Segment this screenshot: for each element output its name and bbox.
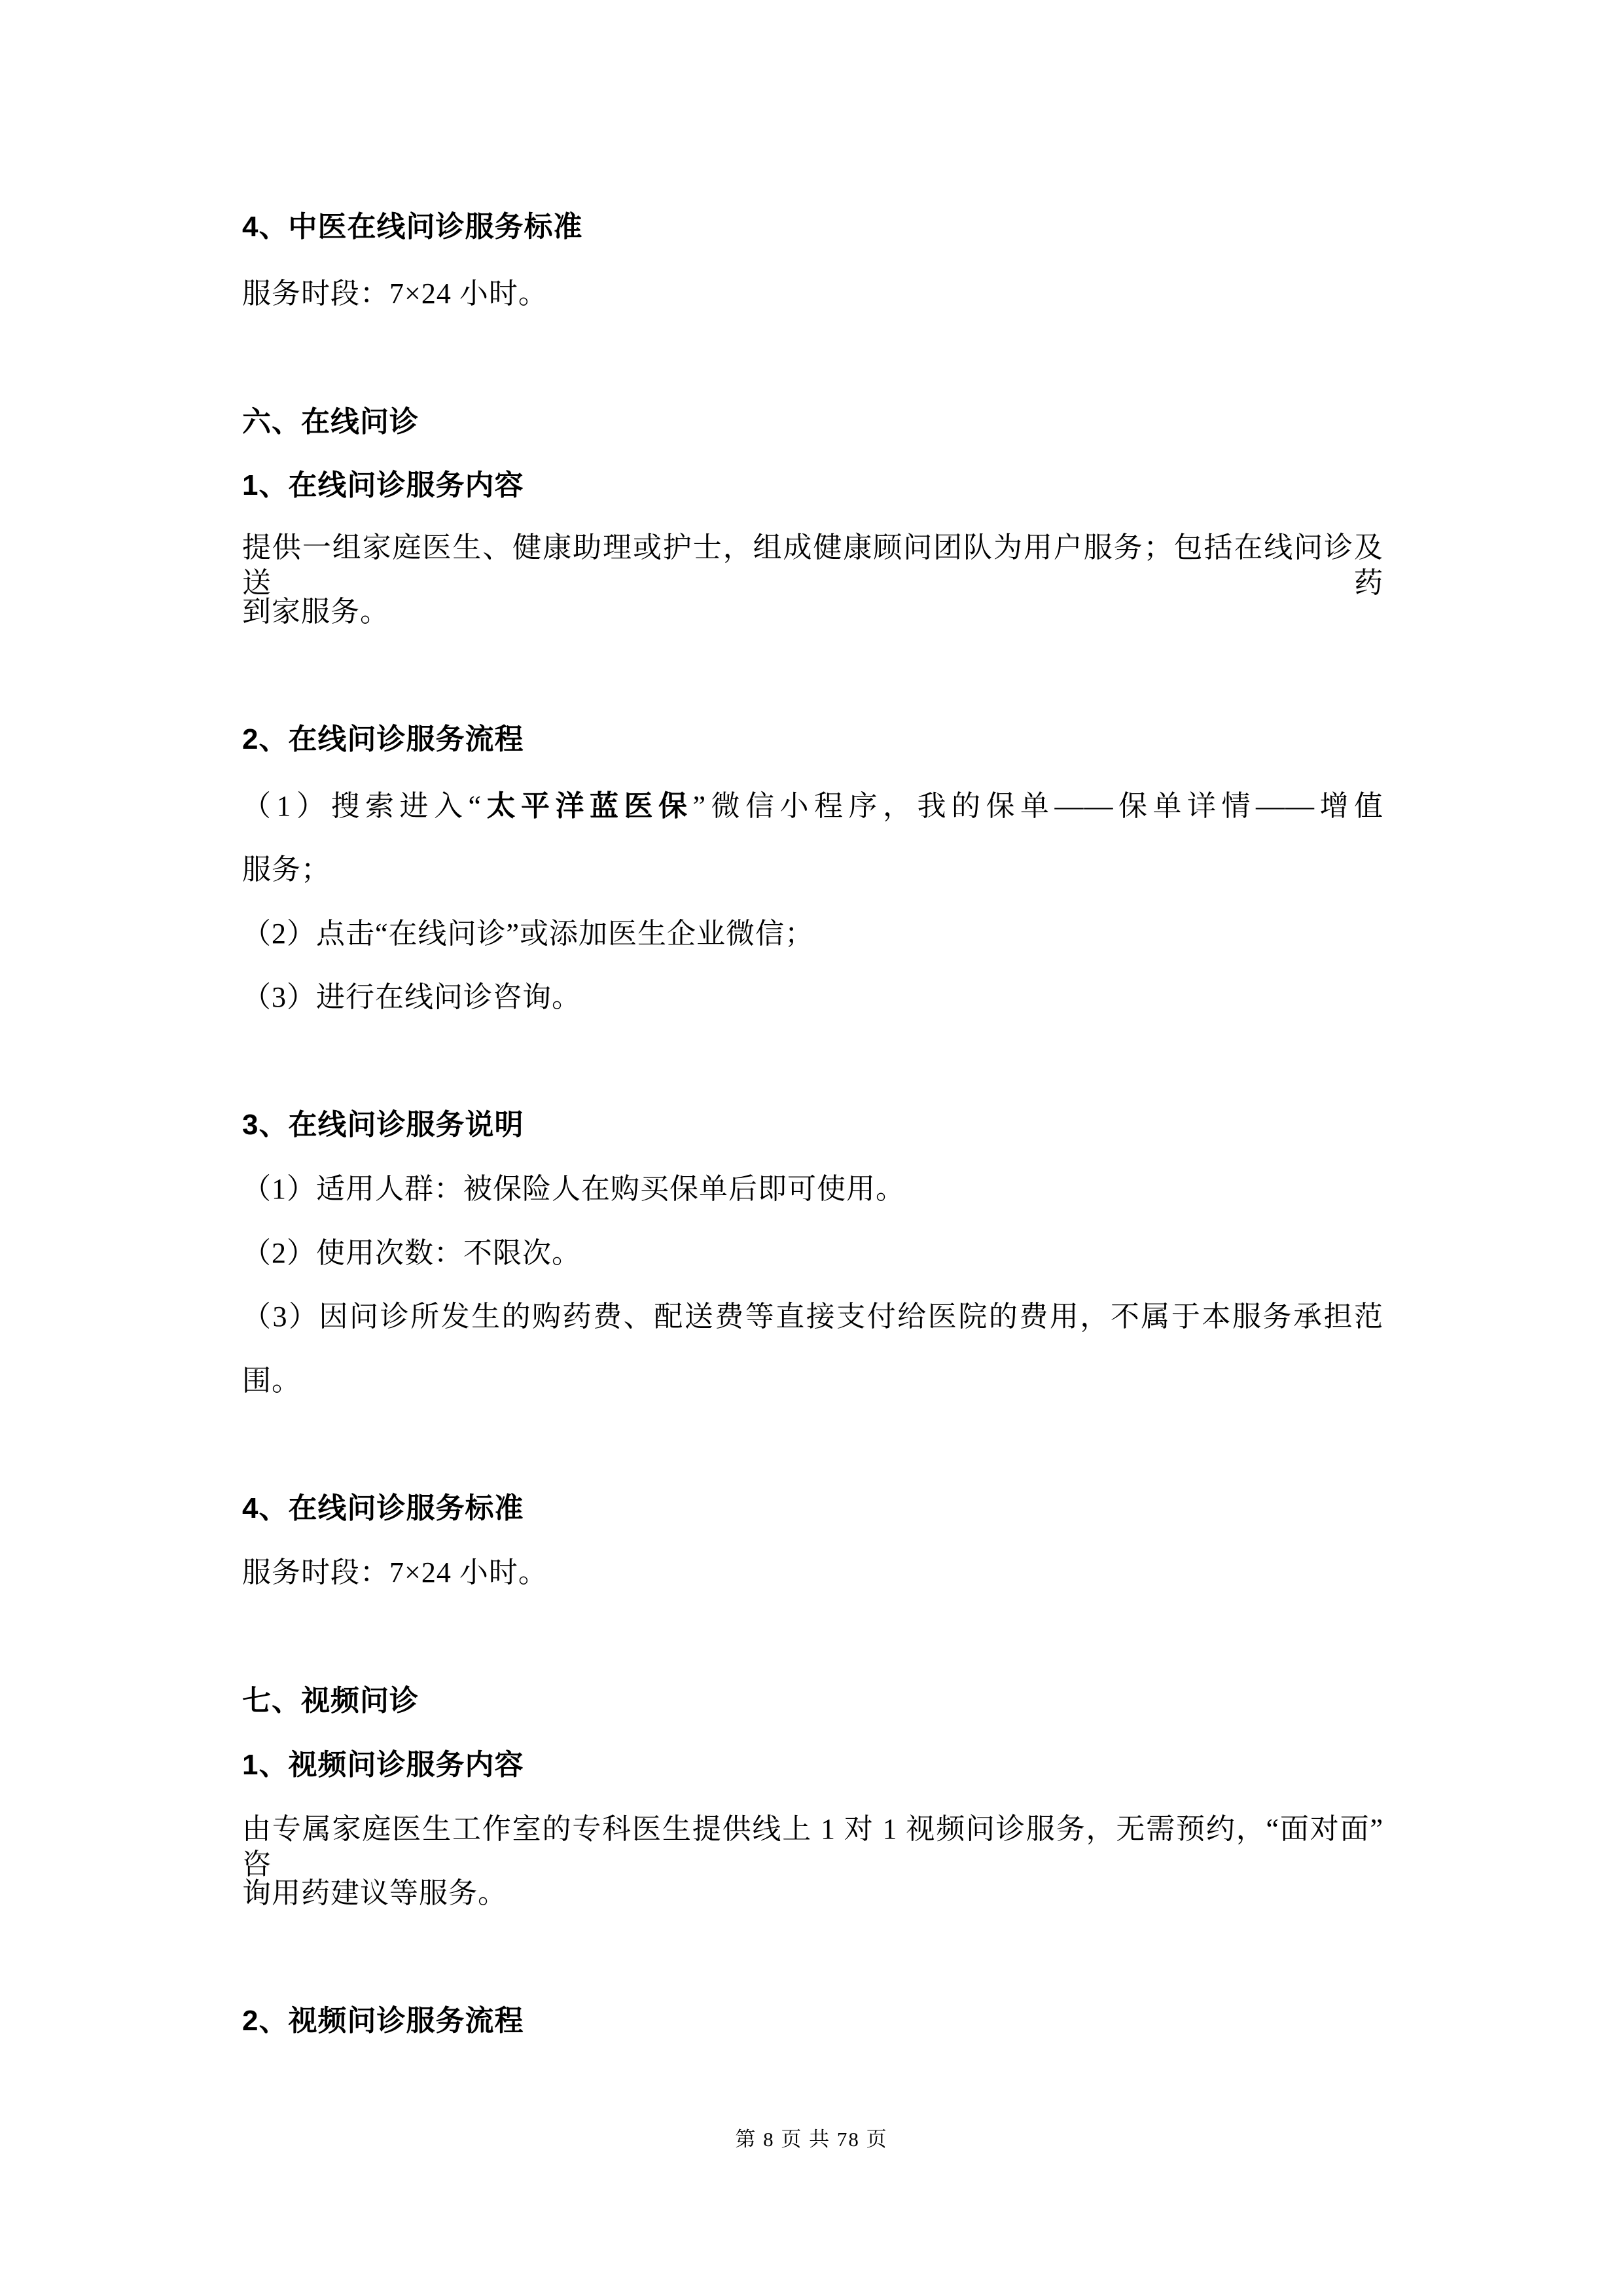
text-online-consult-step3: （3）进行在线问诊咨询。: [242, 981, 581, 1013]
text-online-consult-content-line1: 提供一组家庭医生、健康助理或护士，组成健康顾问团队为用户服务；包括在线问诊及送药: [242, 531, 1383, 599]
text-online-consult-step1: [242, 789, 1383, 824]
text-online-consult-note3-line1: （3）因问诊所发生的购药费、配送费等直接支付给医院的费用，不属于本服务承担范: [242, 1300, 1383, 1333]
heading-online-consult-notes: 3、在线问诊服务说明: [242, 1109, 524, 1141]
text-online-consult-step1-cont: 服务；: [242, 853, 330, 886]
text-online-consult-step2: （2）点击“在线问诊”或添加医生企业微信；: [242, 918, 815, 950]
text-video-consult-content-line1: 由专属家庭医生工作室的专科医生提供线上 1 对 1 视频问诊服务，无需预约，“面对面”咨: [242, 1813, 1383, 1880]
heading-video-consult-process: 2、视频问诊服务流程: [242, 2005, 524, 2037]
text-step1-post: ”微信小程序，我的保单——保单详情——增值: [692, 790, 1384, 822]
heading-video-consult-content: 1、视频问诊服务内容: [242, 1749, 524, 1781]
text-online-consult-note1: （1）适用人群：被保险人在购买保单后即可使用。: [242, 1173, 905, 1205]
heading-section-six-online-consult: 六、在线问诊: [242, 406, 419, 438]
heading-online-consult-content: 1、在线问诊服务内容: [242, 469, 524, 501]
text-video-consult-content-line2: 询用药建议等服务。: [242, 1877, 507, 1909]
heading-section-seven-video-consult: 七、视频问诊: [242, 1685, 419, 1717]
heading-tcm-online-consult-standard: 4、中医在线问诊服务标准: [242, 211, 583, 243]
text-tcm-service-hours: 服务时段：7×24 小时。: [242, 278, 548, 310]
page-number-footer: 第 8 页 共 78 页: [735, 2128, 888, 2151]
text-online-consult-content-line2: 到家服务。: [242, 596, 389, 628]
text-step1-pre: （1）搜索进入“: [242, 790, 482, 822]
heading-online-consult-process: 2、在线问诊服务流程: [242, 723, 524, 755]
text-online-consult-note3-line2: 围。: [242, 1365, 301, 1397]
text-online-consult-note2: （2）使用次数：不限次。: [242, 1237, 581, 1269]
text-online-consult-service-hours: 服务时段：7×24 小时。: [242, 1556, 548, 1588]
text-step1-miniprogram-name: 太平洋蓝医保: [482, 790, 693, 822]
heading-online-consult-standard: 4、在线问诊服务标准: [242, 1492, 524, 1524]
